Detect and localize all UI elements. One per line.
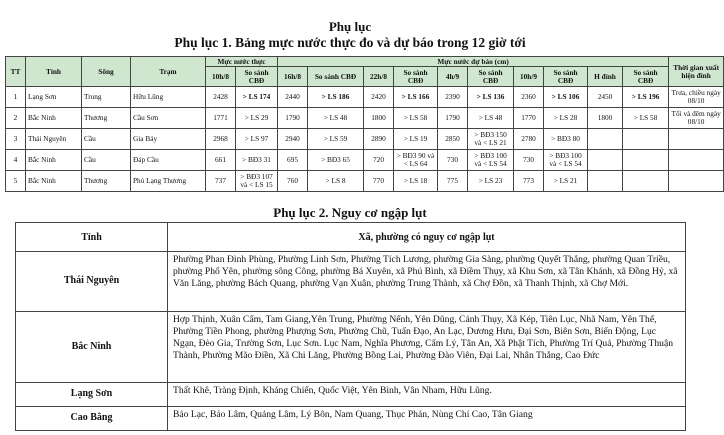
flood-risk-table <box>15 222 686 431</box>
cell-peak: 2450 <box>588 87 623 108</box>
header-song: Sông <box>82 57 131 87</box>
cell-value: 1770 <box>514 108 544 129</box>
cell-value: 730 <box>514 150 544 171</box>
cell-song: Thương <box>82 171 131 192</box>
cell-value: 2940 <box>278 129 308 150</box>
cell-value: 695 <box>278 150 308 171</box>
header-so-sanh: So sánh CBĐ <box>544 67 588 87</box>
header-4h9: 4h/9 <box>438 67 468 87</box>
cell-value: 775 <box>438 171 468 192</box>
cell-compare <box>623 129 669 150</box>
header-10h8: 10h/8 <box>206 67 236 87</box>
header-tinh: Tỉnh <box>26 57 82 87</box>
cell-compare: > LS 186 <box>308 87 364 108</box>
cell-value: 1771 <box>206 108 236 129</box>
table-row <box>6 129 724 150</box>
cell-value: 2850 <box>438 129 468 150</box>
cell-time: Trưa, chiều ngày 08/10 <box>669 87 724 108</box>
header-10h9: 10h/9 <box>514 67 544 87</box>
cell-communes: Hợp Thịnh, Xuân Cẩm, Tam Giang,Yên Trung, Phường Nếnh, Yên Dũng, Cảnh Thụy, Xã Kép, Tiên Lục, Nhã Nam, Yên Thế, Phường Tiền Phong, phường Phượng Sơn, Phường Chũ, Tuấn Đạo, An Lạc, Dương Hưu, Đại Sơn, Biên Sơn, Biển Động, Lục Ngạn, Đèo Gia, Trường Sơn, Lục Sơn. Lục Nam, Nghĩa Phương, Cẩm Lý, Tân An, Xã Phật Tích, Phường Trí Quả, Phường Thuận Thành, Phường Mão Điền, Xã Chi Lăng, Phường Bồng Lai, Phường Đào Viên, Đại Lai, Nhân Thắng, Cao Đức <box>168 312 686 383</box>
cell-value: 773 <box>514 171 544 192</box>
header-so-sanh: So sánh CBĐ <box>394 67 438 87</box>
cell-compare: > LS 58 <box>394 108 438 129</box>
cell-compare: > LS 58 <box>623 108 669 129</box>
cell-compare: > LS 136 <box>468 87 514 108</box>
cell-compare: > LS 59 <box>308 129 364 150</box>
cell-compare: > LS 19 <box>394 129 438 150</box>
cell-compare: > BĐ3 80 <box>544 129 588 150</box>
cell-time <box>669 129 724 150</box>
cell-time <box>669 171 724 192</box>
cell-value: 2780 <box>514 129 544 150</box>
cell-compare: > BĐ3 100 và < LS 54 <box>544 150 588 171</box>
cell-value: 1800 <box>364 108 394 129</box>
cell-value: 1790 <box>278 108 308 129</box>
cell-song: Cầu <box>82 129 131 150</box>
cell-tram: Đáp Cầu <box>131 150 206 171</box>
cell-compare: > LS 174 <box>236 87 278 108</box>
cell-tt: 4 <box>6 150 26 171</box>
table-row <box>16 252 686 312</box>
cell-compare: > BĐ3 90 và < LS 64 <box>394 150 438 171</box>
cell-province: Bắc Ninh <box>16 312 168 383</box>
appendix2-title: Phụ lục 2. Nguy cơ ngập lụt <box>273 205 427 220</box>
cell-value: 661 <box>206 150 236 171</box>
table-row <box>6 150 724 171</box>
cell-tram: Cầu Sơn <box>131 108 206 129</box>
cell-compare: > BĐ3 31 <box>236 150 278 171</box>
cell-compare: > BĐ3 100 và < LS 54 <box>468 150 514 171</box>
cell-value: 720 <box>364 150 394 171</box>
table-row <box>16 407 686 431</box>
cell-tt: 2 <box>6 108 26 129</box>
cell-value: 2360 <box>514 87 544 108</box>
header-thuc-do: Mực nước thực <box>206 57 278 67</box>
cell-compare: > LS 106 <box>544 87 588 108</box>
header-so-sanh: So sánh CBĐ <box>236 67 278 87</box>
cell-peak <box>588 129 623 150</box>
header-so-sanh: So sánh CBĐ <box>308 67 364 87</box>
cell-tt: 1 <box>6 87 26 108</box>
header-thoi-gian: Thời gian xuất hiện đỉnh <box>669 57 724 87</box>
cell-song: Thương <box>82 108 131 129</box>
header-h-dinh: H đỉnh <box>588 67 623 87</box>
cell-tinh: Bắc Ninh <box>26 150 82 171</box>
cell-compare: > LS 18 <box>394 171 438 192</box>
cell-communes: Thất Khê, Tràng Định, Kháng Chiến, Quốc Việt, Yên Bình, Vân Nham, Hữu Lũng. <box>168 383 686 407</box>
cell-compare: > LS 29 <box>236 108 278 129</box>
water-level-table <box>5 56 724 192</box>
cell-peak <box>588 150 623 171</box>
cell-compare: > LS 8 <box>308 171 364 192</box>
header-so-sanh: So sánh CBĐ <box>468 67 514 87</box>
table-row <box>16 383 686 407</box>
cell-communes: Phường Phan Đình Phùng, Phường Linh Sơn, Phường Tích Lương, phường Gia Sàng, phường Quyết Thắng, phường Quan Triều, phường Phổ Yên, phường sông Công, phường Bá Xuyên, xã Phú Bình, xã Điềm Thụy, xã Khu Sơn, xã Tân Khánh, xã Đồng Hỷ, xã Văn Lăng, phường Bách Quang, phường Vạn Xuân, phường Trung Thành, xã Chợ Đồn, xã Thanh Thịnh, xã Chợ Mới. <box>168 252 686 312</box>
cell-communes: Bảo Lạc, Bảo Lâm, Quảng Lâm, Lý Bôn, Nam Quang, Thục Phán, Nùng Chí Cao, Tân Giang <box>168 407 686 431</box>
cell-tram: Phủ Lạng Thương <box>131 171 206 192</box>
cell-value: 2968 <box>206 129 236 150</box>
cell-tinh: Lạng Sơn <box>26 87 82 108</box>
cell-compare: > BĐ3 65 <box>308 150 364 171</box>
appendix1-title: Phụ lục 1. Bảng mực nước thực đo và dự báo trong 12 giờ tới <box>174 35 526 50</box>
cell-value: 2420 <box>364 87 394 108</box>
cell-province: Thái Nguyên <box>16 252 168 312</box>
cell-compare: > LS 21 <box>544 171 588 192</box>
cell-compare: > LS 166 <box>394 87 438 108</box>
cell-song: Trung <box>82 87 131 108</box>
cell-compare: > LS 28 <box>544 108 588 129</box>
cell-peak: 1800 <box>588 108 623 129</box>
cell-value: 2440 <box>278 87 308 108</box>
cell-value: 2428 <box>206 87 236 108</box>
cell-song: Cầu <box>82 150 131 171</box>
header-16h8: 16h/8 <box>278 67 308 87</box>
cell-time: Tối và đêm ngày 08/10 <box>669 108 724 129</box>
cell-value: 2890 <box>364 129 394 150</box>
header-tinh: Tỉnh <box>16 223 168 252</box>
cell-value: 730 <box>438 150 468 171</box>
heading: Phụ lục <box>328 19 372 34</box>
cell-compare: > LS 23 <box>468 171 514 192</box>
cell-tram: Hữu Lũng <box>131 87 206 108</box>
cell-tram: Gia Bảy <box>131 129 206 150</box>
cell-time <box>669 150 724 171</box>
cell-province: Cao Bằng <box>16 407 168 431</box>
table-row <box>6 108 724 129</box>
cell-value: 2390 <box>438 87 468 108</box>
cell-tinh: Bắc Ninh <box>26 171 82 192</box>
cell-compare: > BĐ3 107 và < LS 15 <box>236 171 278 192</box>
header-tram: Trạm <box>131 57 206 87</box>
cell-tinh: Thái Nguyên <box>26 129 82 150</box>
header-du-bao: Mực nước dự báo (cm) <box>278 57 669 67</box>
cell-compare: > LS 48 <box>308 108 364 129</box>
cell-value: 770 <box>364 171 394 192</box>
cell-value: 760 <box>278 171 308 192</box>
cell-compare <box>623 171 669 192</box>
cell-compare: > BĐ3 150 và < LS 21 <box>468 129 514 150</box>
cell-compare: > LS 97 <box>236 129 278 150</box>
cell-compare <box>623 150 669 171</box>
cell-tt: 3 <box>6 129 26 150</box>
cell-tinh: Bắc Ninh <box>26 108 82 129</box>
header-22h8: 22h/8 <box>364 67 394 87</box>
header-so-sanh: So sánh CBĐ <box>623 67 669 87</box>
cell-value: 737 <box>206 171 236 192</box>
table-row <box>6 87 724 108</box>
cell-tt: 5 <box>6 171 26 192</box>
header-tt: TT <box>6 57 26 87</box>
cell-peak <box>588 171 623 192</box>
table-row <box>6 171 724 192</box>
header-xa-phuong: Xã, phường có nguy cơ ngập lụt <box>168 223 686 252</box>
table-row <box>16 312 686 383</box>
cell-compare: > LS 196 <box>623 87 669 108</box>
cell-province: Lạng Sơn <box>16 383 168 407</box>
cell-value: 1790 <box>438 108 468 129</box>
cell-compare: > LS 48 <box>468 108 514 129</box>
